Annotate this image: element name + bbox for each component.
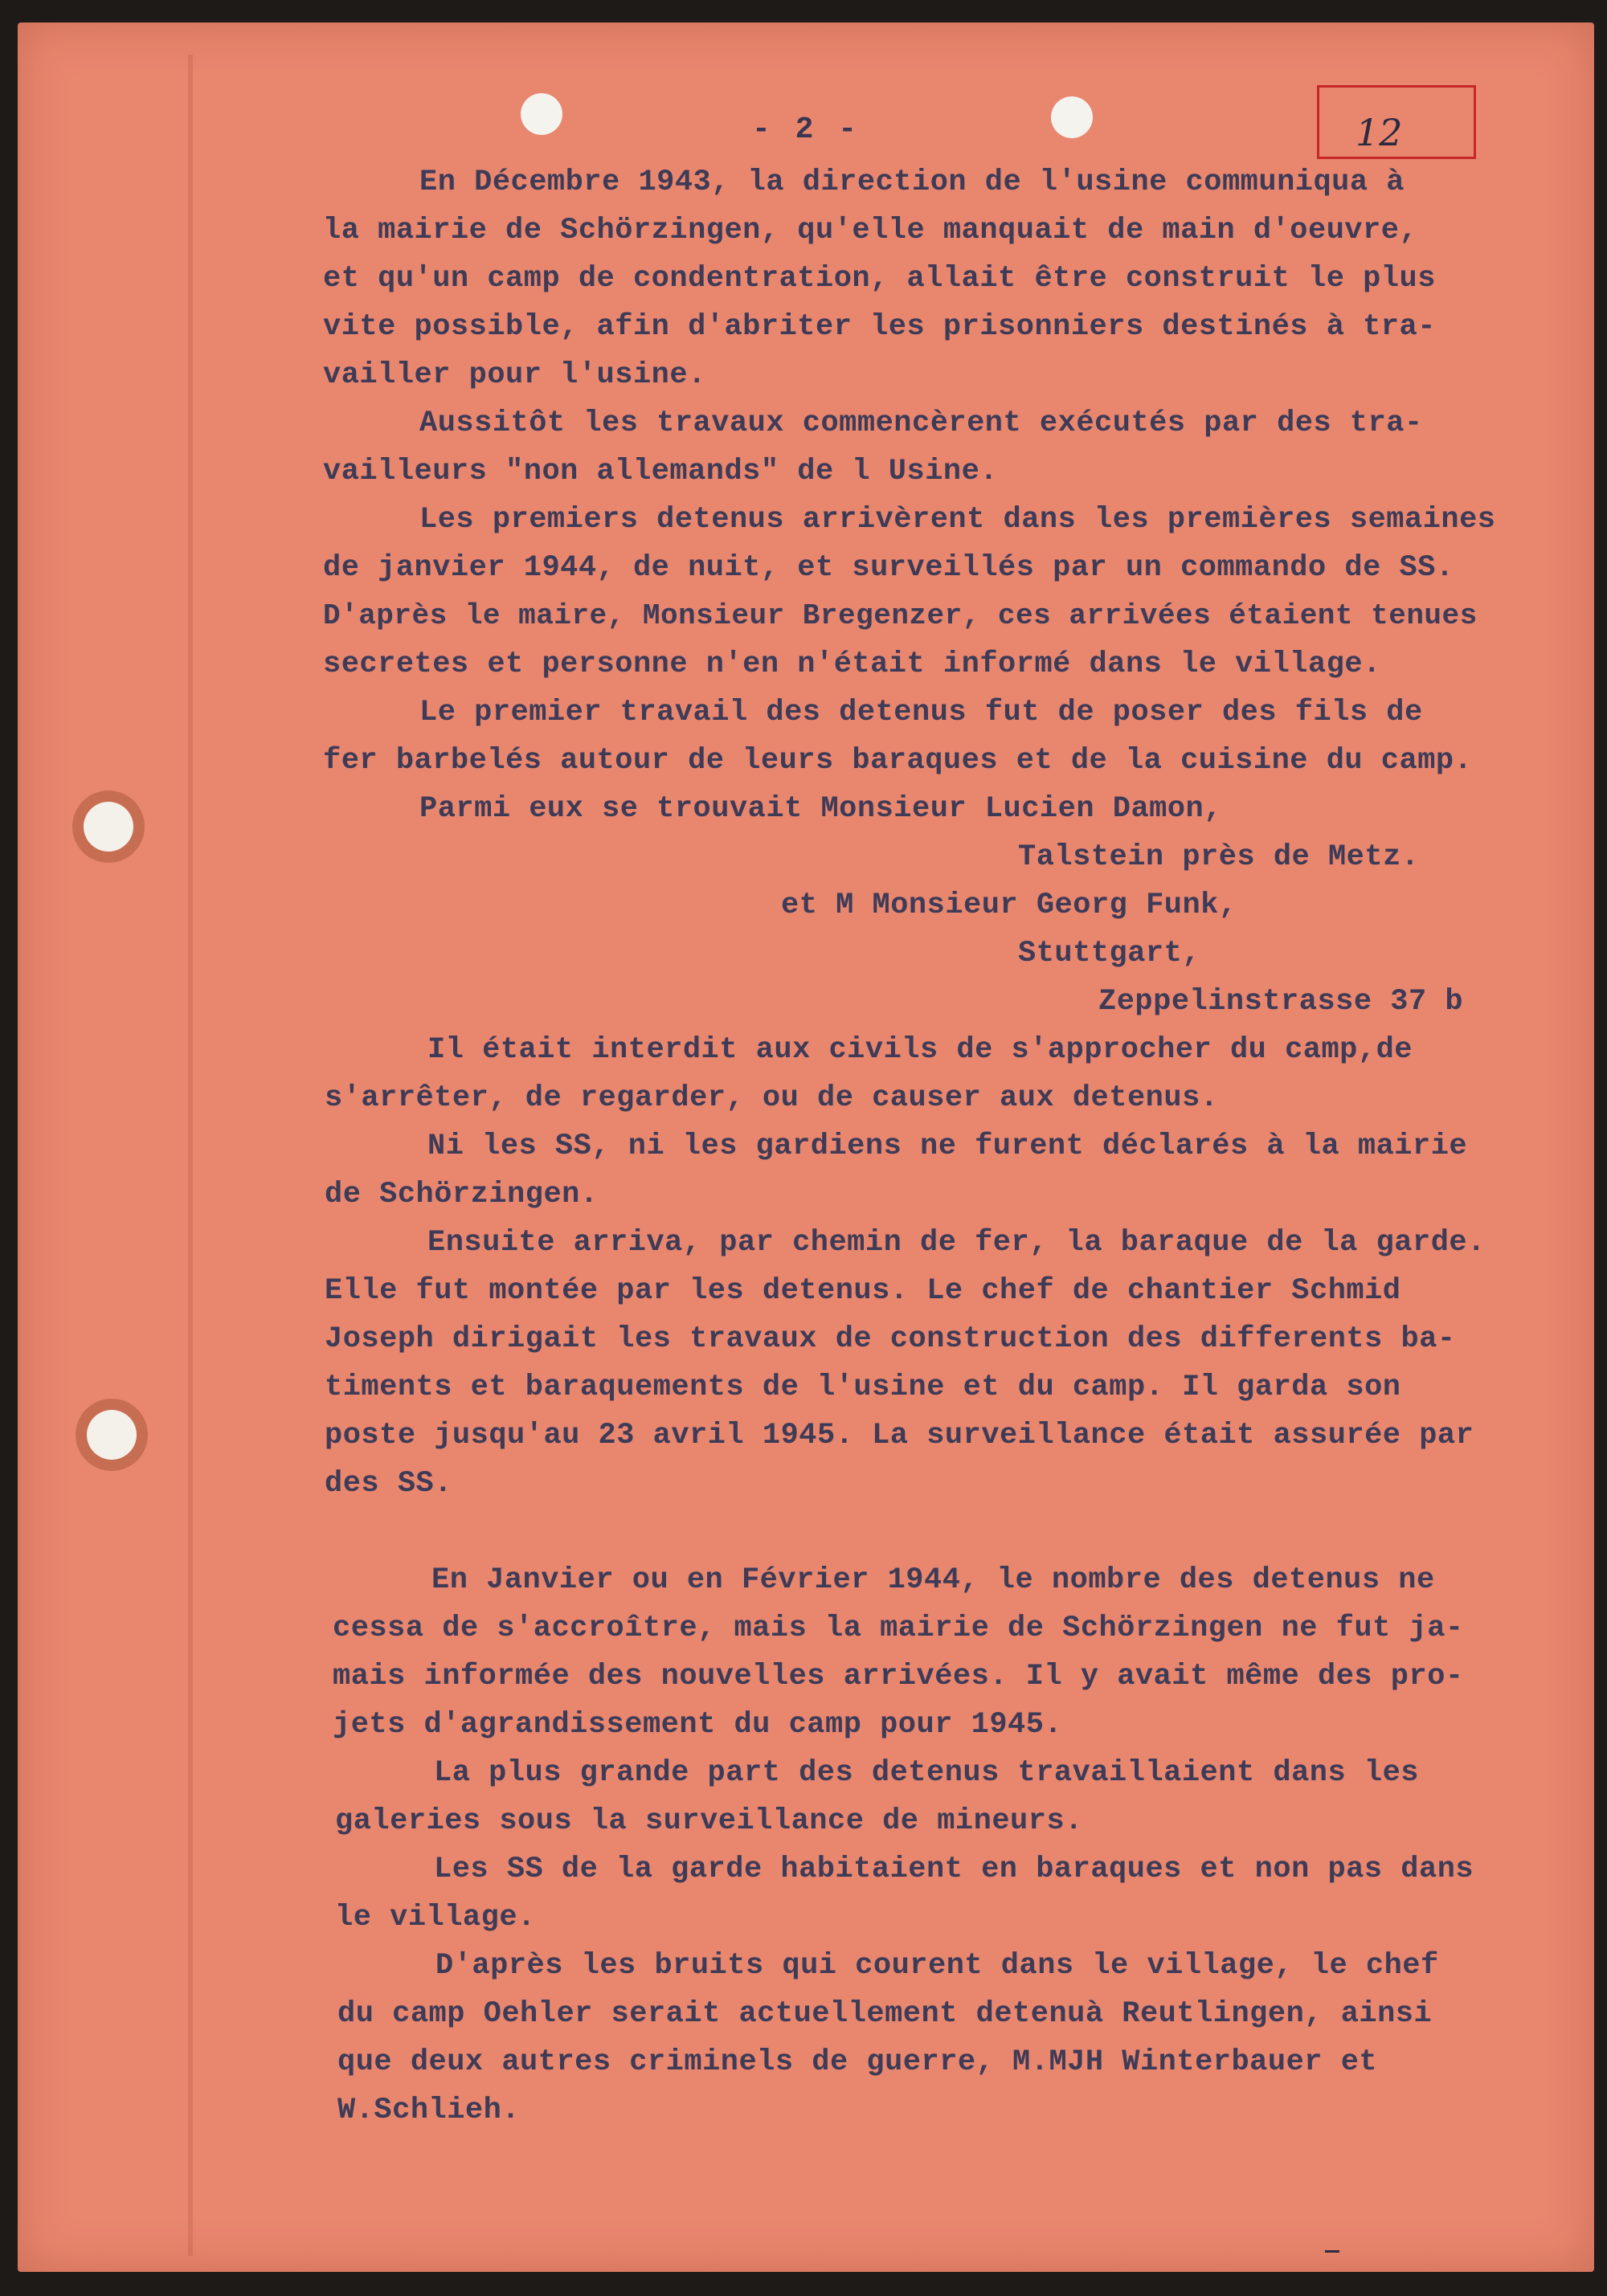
text-line: D'après le maire, Monsieur Bregenzer, ces arrivées étaient tenues [323,599,1478,632]
text-line: Talstein près de Metz. [1018,840,1420,874]
text-line: Ni les SS, ni les gardiens ne furent déclarés à la mairie [427,1130,1468,1163]
text-line: Les premiers detenus arrivèrent dans les premières semaines [419,503,1496,537]
text-line: le village. [335,1901,536,1934]
text-line: Le premier travail des detenus fut de poser des fils de [419,696,1423,729]
page-number: - 2 - [751,112,861,147]
text-line: En Janvier ou en Février 1944, le nombre des detenus ne [431,1563,1435,1597]
text-line: vite possible, afin d'abriter les prisonniers destinés à tra- [323,310,1436,344]
text-line: W.Schlieh. [337,2094,521,2127]
text-line: D'après les bruits qui courent dans le village, le chef [435,1949,1439,1983]
text-line: des SS. [325,1467,452,1501]
text-line: Ensuite arriva, par chemin de fer, la baraque de la garde. [427,1226,1486,1260]
page-fold-shadow [188,55,193,2256]
text-line: fer barbelés autour de leurs baraques et de la cuisine du camp. [323,744,1473,778]
binder-hole-icon [87,1410,137,1460]
text-line: La plus grande part des detenus travaillaient dans les [434,1756,1419,1790]
archive-folio-number: 12 [1356,111,1403,154]
text-line: de janvier 1944, de nuit, et surveillés par un commando de SS. [323,551,1454,585]
text-line: vailler pour l'usine. [323,358,706,392]
text-line: poste jusqu'au 23 avril 1945. La surveillance était assurée par [325,1419,1474,1452]
text-line: mais informée des nouvelles arrivées. Il y avait même des pro- [333,1660,1464,1693]
text-line: timents et baraquements de l'usine et du camp. Il garda son [325,1371,1401,1404]
text-line: Les SS de la garde habitaient en baraques et non pas dans [434,1853,1474,1886]
text-line: s'arrêter, de regarder, ou de causer aux detenus. [325,1081,1219,1115]
text-line: Elle fut montée par les detenus. Le chef de chantier Schmid [325,1274,1401,1308]
text-line: de Schörzingen. [325,1178,599,1211]
text-line: Stuttgart, [1018,937,1201,970]
text-line: Aussitôt les travaux commencèrent exécutés par des tra- [419,406,1423,440]
text-line: Zeppelinstrasse 37 b [1098,985,1464,1019]
text-line: du camp Oehler serait actuellement detenuà Reutlingen, ainsi [337,1997,1433,2031]
binder-hole-icon [84,802,133,852]
text-line: et qu'un camp de condentration, allait être construit le plus [323,262,1436,296]
text-line: cessa de s'accroître, mais la mairie de Schörzingen ne fut ja- [333,1612,1464,1645]
text-line: En Décembre 1943, la direction de l'usine communiqua à [419,165,1405,199]
text-line: vailleurs "non allemands" de l Usine. [323,455,999,488]
text-line: secretes et personne n'en n'était informé dans le village. [323,648,1381,681]
text-line: et M Monsieur Georg Funk, [781,889,1237,922]
text-line: Joseph dirigait les travaux de construction des differents ba- [325,1322,1456,1356]
end-mark [1325,2250,1339,2253]
text-line: galeries sous la surveillance de mineurs. [335,1804,1083,1838]
document-page [18,22,1594,2272]
text-line: que deux autres criminels de guerre, M.MJH Winterbauer et [337,2045,1378,2079]
text-line: jets d'agrandissement du camp pour 1945. [333,1708,1063,1742]
text-line: la mairie de Schörzingen, qu'elle manquait de main d'oeuvre, [323,214,1418,247]
text-line: Parmi eux se trouvait Monsieur Lucien Damon, [419,792,1222,826]
text-line: Il était interdit aux civils de s'approcher du camp,de [427,1033,1413,1067]
